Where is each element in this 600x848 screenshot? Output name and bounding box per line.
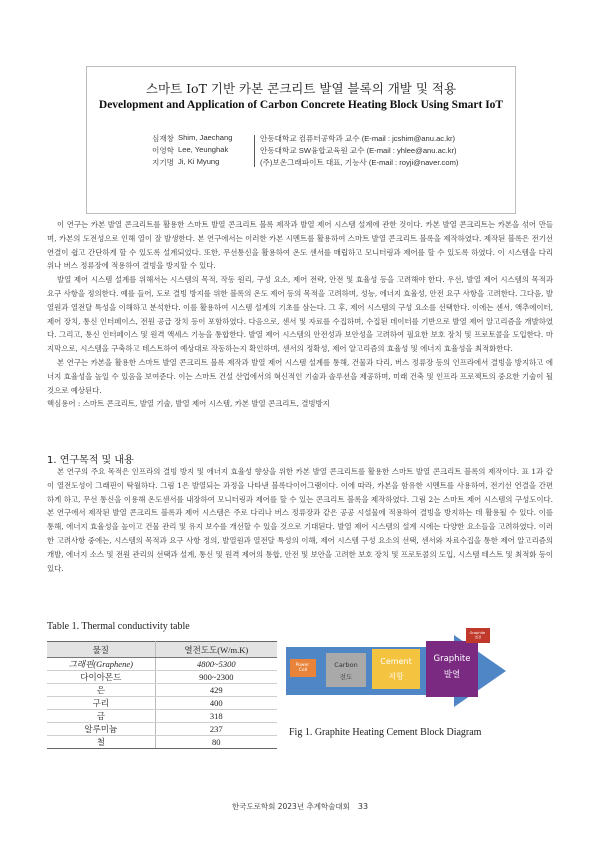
- table-cell: 429: [155, 684, 277, 697]
- table-cell: 80: [155, 736, 277, 749]
- power-label-line2: Cell: [298, 668, 308, 673]
- table-cell: 구리: [47, 697, 155, 710]
- author-affiliation: (주)보온그래파이트 대표, 기능사 (E-mail : royji@naver.com): [260, 158, 459, 167]
- graphite-block: [426, 641, 478, 697]
- table-header-row: [47, 642, 277, 658]
- table-cell: 900~2300: [155, 671, 277, 684]
- abstract-paragraph: 본 연구는 카본을 활용한 스마트 발열 콘크리트 블록 제작과 발열 제어 시스템 설계를 통해, 건물과 다리, 버스 정류장 등의 인프라에서 결빙을 방지하고 에너지 효율성을 높일 수 있음을 보여준다. 이는 스마트 건설 산업에서의 혁신적인 기술과 솔루션을 제공하며, 미래 건축 및 인프라 프로젝트의 중요한 기술이 될 것으로 예상된다.: [47, 357, 553, 395]
- author-row: [144, 133, 504, 145]
- table-row: [47, 671, 277, 684]
- author-name-english: Ji, Ki Myung: [178, 157, 220, 166]
- graphite-label: Graphite: [433, 654, 471, 664]
- author-name-english: Lee, Yeunghak: [178, 145, 229, 154]
- table-cell: 다이아몬드: [47, 671, 155, 684]
- table-cell: 알루미늄: [47, 723, 155, 736]
- cement-label: Cement: [380, 657, 412, 666]
- author-name-korean: 심재창: [151, 134, 174, 143]
- author-row: [144, 157, 504, 169]
- section-body: 본 연구의 주요 목적은 인프라의 결빙 방지 및 에너지 효율성 향상을 위한 카본 발열 콘크리트를 활용한 스마트 발열 콘크리트 블록의 제작이다. 표 1과 같이 열전도성이 그래핀이 탁월하다. 그림 1은 발열되는 과정을 나타낸 블록다이어그램이다. 이에 따라, 카본을 함유한 시멘트를 사용하여, 전기선 연결을 간편하게 하고, 무선 통신을 이용해 온도센서를 내장하여 모니터링과 제어를 할 수 있는 콘크리트 블록을 제작하였다. 그림 2는 스마트 제어 시스템의 구성도이다. 본 연구에서 제작된 발열 콘크리트 블록과 제어 시스템은 주로 다리나 버스 정류장과 같은 공공 시설물에 적용하여 결빙을 방지하는 데 활용될 수 있다. 이를 통해, 에너지 효율성을 높이고 건물 관리 및 유지 보수를 개선할 수 있을 것으로 기대된다. 발열 제어 시스템의 설계 시에는 다양한 요소들을 고려하였다. 이러한 고려사항 중에는, 시스템의 목적과 요구 사항 정의, 발열원과 열전달 특성의 이해, 제어 시스템 구성 요소의 선택, 센서와 자료수집을 통한 제어 알고리즘의 개발, 에너지 소스 및 전원 관리의 선택과 설계, 통신 및 원격 제어의 통합, 안전 및 보안을 고려한 보호 장치 및 프로토콜의 도입, 시스템 테스트 및 최적화 등이 있다.: [47, 467, 553, 573]
- abstract-paragraph: 발열 제어 시스템 설계를 위해서는 시스템의 목적, 작동 원리, 구성 요소, 제어 전략, 안전 및 효율성 등을 고려해야 한다. 우선, 발열 제어 시스템의 목적과 요구 사항을 정의한다. 예를 들어, 도로 결빙 방지를 위한 블록의 온도 제어 등의 목적을 고려하며, 성능, 에너지 효율성, 안전 요구 사항을 고려한다. 그다음, 발열원과 열전달 특성을 이해하고 분석한다. 이를 활용하여 시스템 설계의 기초를 삼는다. 그 후, 제어 시스템의 구성 요소를 선택한다. 이에는 센서, 액추에이터, 제어 장치, 통신 인터페이스, 전원 공급 장치 등이 포함하였다. 다음으로, 센서 및 자료를 수집하며, 수집된 데이터를 기반으로 발열 제어 알고리즘을 개발하였다. 그리고, 통신 인터페이스 및 원격 액세스 기능을 통합한다. 발열 제어 시스템의 안전성과 보안성을 고려하여 필요한 보호 장치 및 프로토콜을 도입한다. 마지막으로, 시스템을 구축하고 테스트하여 예상대로 작동하는지 확인하며, 센서의 정확성, 제어 알고리즘의 효율성 및 에너지 효율성을 최적화한다.: [47, 275, 553, 354]
- thermal-conductivity-table: [47, 641, 277, 749]
- carbon-block: [326, 653, 366, 687]
- badge-label-line1: Graphite: [469, 631, 486, 635]
- paper-title-english: Development and Application of Carbon Concrete Heating Block Using Smart IoT: [98, 99, 504, 111]
- table-caption: Table 1. Thermal conductivity table: [47, 621, 190, 632]
- table-cell: 400: [155, 697, 277, 710]
- table-row: [47, 736, 277, 749]
- page-number: 33: [357, 802, 369, 811]
- cement-sub-label: 저항: [388, 672, 404, 681]
- figure-caption: Fig 1. Graphite Heating Cement Block Diagram: [289, 727, 482, 738]
- cement-block: [372, 649, 420, 689]
- table-cell: 은: [47, 684, 155, 697]
- section-heading: 1. 연구목적 및 내용: [47, 455, 134, 466]
- author-affiliation: 안동대학교 SW융합교육원 교수 (E-mail : yhlee@anu.ac.kr): [260, 146, 457, 155]
- table-header-conductivity: 열전도도(W/m.K): [155, 642, 277, 658]
- table-cell: 318: [155, 710, 277, 723]
- table-cell: 철: [47, 736, 155, 749]
- table-cell: 그래핀(Graphene): [47, 658, 155, 671]
- keywords: 핵심용어 : 스마트 콘크리트, 발열 기술, 발열 제어 시스템, 카본 발열 콘크리트, 결빙방지: [47, 399, 330, 409]
- table-row: [47, 658, 277, 671]
- abstract: [47, 218, 553, 411]
- author-affiliation: 안동대학교 컴퓨터공학과 교수 (E-mail : jcshim@anu.ac.kr): [260, 134, 456, 143]
- page-footer: [0, 801, 600, 812]
- author-name-english: Shim, Jaechang: [178, 133, 233, 142]
- author-row: [144, 145, 504, 157]
- table-header-material: 물질: [47, 642, 155, 658]
- table-cell: 237: [155, 723, 277, 736]
- table-row: [47, 697, 277, 710]
- author-list: [144, 133, 504, 169]
- table-cell: 금: [47, 710, 155, 723]
- abstract-paragraph: 이 연구는 카본 발열 콘크리트를 활용한 스마트 발열 콘크리트 블록 제작과 발열 제어 시스템 설계에 관한 것이다. 카본 발열 콘크리트는 카본을 섞어 만들며, 카본의 도전성으로 인해 열이 잘 발생한다. 본 연구에서는 이러한 카본 시멘트를 활용하여 스마트 발열 콘크리트 블록을 제작하였다. 제작된 블록은 전기선 연결이 쉽고 간단하게 할 수 있도록 설계되었다. 또한, 무선통신을 활용하여 온도 센서를 매립하고 모니터링과 제어를 할 수 있도록 하였다. 이 시스템을 다리 위나 버스 정류장에 적용하여 결빙을 방지할 수 있다.: [47, 220, 553, 271]
- table-row: [47, 710, 277, 723]
- title-box: [86, 66, 516, 214]
- power-label-line1: Power: [295, 663, 310, 668]
- table-cell: 4800~5300: [155, 658, 277, 671]
- badge-label-line2: 열전: [474, 635, 482, 640]
- carbon-label: Carbon: [334, 661, 358, 669]
- graphite-heating-diagram: [286, 627, 506, 715]
- graphite-sub-label: 발열: [443, 670, 461, 680]
- paper-title-korean: 스마트 IoT 기반 카본 콘크리트 발열 블록의 개발 및 적용: [145, 81, 457, 96]
- author-name-korean: 지기명: [151, 158, 174, 167]
- conference-name: 한국도로학회 2023년 추계학술대회: [231, 802, 350, 811]
- table-row: [47, 723, 277, 736]
- table-row: [47, 684, 277, 697]
- carbon-sub-label: 전도: [339, 673, 353, 681]
- author-name-korean: 이영학: [151, 146, 174, 155]
